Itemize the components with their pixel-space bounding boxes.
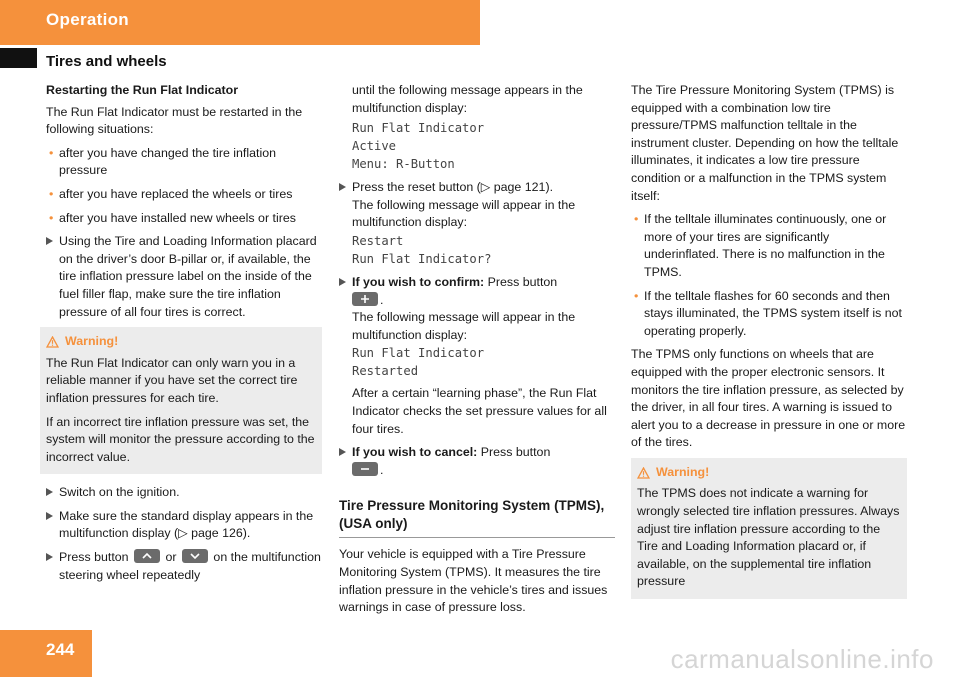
step-arrow-icon	[46, 237, 53, 245]
bullet-item: • after you have installed new wheels or tires	[46, 210, 322, 228]
plus-button-icon	[352, 292, 378, 306]
subsection-heading: Restarting the Run Flat Indicator	[46, 83, 239, 97]
bullet-item: • If the telltale flashes for 60 seconds and then stays illuminated, the TPMS system itself is not operating properly.	[634, 288, 903, 338]
bullet-dot-icon: •	[49, 210, 54, 225]
continued-text: until the following message appears in the multifunction display:	[352, 83, 583, 115]
tpms-paragraph: The TPMS only functions on wheels that are equipped with the proper electronic sensors. It monitors the tire inflation pressure, as selected by the driver, in all four tires. A warning is issued to alert you to a decrease in pressure in one or more of the tires.	[631, 347, 906, 450]
step-arrow-icon	[339, 278, 346, 286]
step-item: Make sure the standard display appears in the multifunction display (▷ page 126).	[46, 508, 322, 543]
warning-box	[631, 458, 907, 599]
step-arrow-icon	[339, 448, 346, 456]
bullet-item: • If the telltale illuminates continuously, one or more of your tires are significantly underinflated. There is no malfunction in the TPMS.	[634, 212, 887, 279]
column-1	[46, 82, 322, 590]
warning-triangle-icon	[46, 336, 59, 348]
step-item: Press button or on the multifunction steering wheel repeatedly	[46, 549, 322, 584]
chapter-title: Operation	[46, 10, 129, 29]
tpms-paragraph: The Tire Pressure Monitoring System (TPMS) is equipped with a combination low tire pressure/TPMS malfunction telltale in the instrument cluster. Depending on how the telltale illuminates, it indicates a low tire pressure condition or a malfunction in the TPMS system itself:	[631, 83, 899, 203]
column-2	[339, 82, 615, 623]
warning-box	[40, 327, 322, 474]
warning-text: The Run Flat Indicator can only warn you in a reliable manner if you have set the correct tire inflation pressures for each tire.	[46, 355, 298, 405]
display-message: Run Flat Indicator Active Menu: R-Button	[352, 121, 485, 172]
step-item: If you wish to cancel: Press button .	[339, 444, 615, 479]
bullet-dot-icon: •	[49, 186, 54, 201]
step-arrow-icon	[339, 183, 346, 191]
warning-title: Warning!	[637, 464, 901, 482]
minus-button-icon	[352, 462, 378, 476]
down-button-icon	[182, 549, 208, 563]
column-3	[631, 82, 907, 609]
watermark: carmanualsonline.info	[670, 644, 934, 675]
bullet-dot-icon: •	[634, 212, 639, 227]
warning-text: If an incorrect tire inflation pressure was set, the system will monitor the pressure according to the incorrect value.	[46, 414, 315, 464]
step-arrow-icon	[46, 553, 53, 561]
bullet-dot-icon: •	[634, 288, 639, 303]
up-button-icon	[134, 549, 160, 563]
step-arrow-icon	[46, 488, 53, 496]
tpms-intro: Your vehicle is equipped with a Tire Pressure Monitoring System (TPMS). It measures the tire inflation pressure in the vehicle’s tires and issues warnings in case of pressure loss.	[339, 547, 608, 615]
bullet-dot-icon: •	[49, 145, 54, 160]
tpms-heading: Tire Pressure Monitoring System (TPMS), (USA only)	[339, 497, 615, 538]
bullet-item: • after you have replaced the wheels or tires	[46, 186, 322, 204]
step-item: If you wish to confirm: Press button . The following message will appear in the multifunction display: Run Flat Indicator Restarted After a certain “learning phase”, the Run Flat Indicator checks the set pressure values for all four tires.	[339, 274, 615, 438]
step-item: Press the reset button (▷ page 121). The following message will appear in the multifunction display: Restart Run Flat Indicator?	[339, 179, 615, 268]
warning-text: The TPMS does not indicate a warning for wrongly selected tire inflation pressures. Always adjust tire inflation pressure according to the Tire and Loading Information placard or, if available, on the supplemental tire inflation pressure	[637, 486, 900, 589]
warning-title: Warning!	[46, 333, 316, 351]
section-title: Tires and wheels	[46, 53, 167, 70]
intro-paragraph: The Run Flat Indicator must be restarted in the following situations:	[46, 104, 303, 137]
step-item: Using the Tire and Loading Information placard on the driver’s door B-pillar or, if available, the tire inflation pressure label on the inside of the fuel filler flap, make sure the tire inflation pressure of all four tires is correct.	[46, 233, 322, 321]
step-item: Switch on the ignition.	[46, 484, 322, 502]
step-arrow-icon	[46, 512, 53, 520]
bullet-item: • after you have changed the tire inflation pressure	[49, 145, 276, 178]
page-number: 244	[46, 640, 75, 659]
section-marker	[0, 48, 37, 68]
warning-triangle-icon	[637, 467, 650, 479]
